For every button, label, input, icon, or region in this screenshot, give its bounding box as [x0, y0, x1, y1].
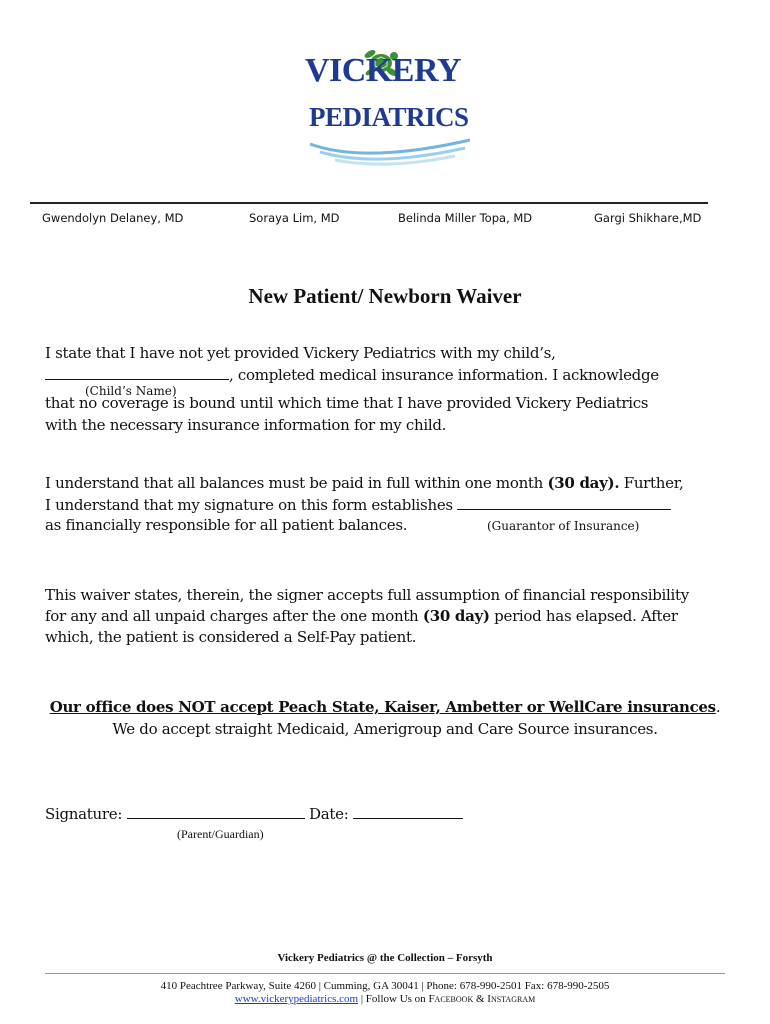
para2-bold: (30 day).: [547, 474, 620, 492]
child-name-field[interactable]: [45, 365, 229, 380]
doctor-3: Belinda Miller Topa, MD: [398, 211, 533, 225]
para2-line2-text: I understand that my signature on this form establishes: [45, 496, 453, 514]
amp-text: &: [473, 993, 488, 1005]
notice-end: .: [715, 698, 721, 716]
para2-text-a: I understand that all balances must be paid in full within one month: [45, 474, 548, 492]
page-title: New Patient/ Newborn Waiver: [248, 284, 522, 308]
footer-web: [0, 993, 770, 1005]
guarantor-label: (Guarantor of Insurance): [487, 519, 640, 533]
para2-line1: [45, 474, 683, 492]
header-rule: [30, 202, 708, 204]
logo-line2: PEDIATRICS: [309, 102, 469, 132]
para2-line2: [45, 495, 671, 514]
follow-text: | Follow Us on: [358, 993, 429, 1005]
logo-line1: VICKERY: [305, 52, 461, 89]
date-label: Date:: [309, 805, 349, 823]
para3-line2: [45, 607, 678, 625]
parent-guardian-label: (Parent/Guardian): [177, 827, 264, 841]
para3-bold: (30 day): [422, 607, 490, 625]
signature-label: Signature:: [45, 805, 123, 823]
para3-line3: which, the patient is considered a Self-Pay patient.: [45, 628, 417, 646]
doctor-2: Soraya Lim, MD: [249, 211, 340, 225]
accepted-insurances: We do accept straight Medicaid, Amerigroup and Care Source insurances.: [112, 720, 658, 738]
para3-line1: This waiver states, therein, the signer accepts full assumption of financial responsibility: [45, 586, 689, 604]
footer-name: Vickery Pediatrics @ the Collection – Forsyth: [277, 952, 493, 964]
website-link[interactable]: www.vickerypediatrics.com: [234, 993, 359, 1005]
para1-line4: with the necessary insurance information for my child.: [45, 416, 447, 434]
para2-line3: as financially responsible for all patient balances.: [45, 516, 408, 534]
waves-icon: [305, 134, 475, 168]
signature-field[interactable]: [127, 804, 305, 819]
para1-line1: I state that I have not yet provided Vickery Pediatrics with my child’s,: [45, 344, 556, 362]
doctor-1: Gwendolyn Delaney, MD: [42, 211, 184, 225]
footer-rule: [45, 973, 725, 974]
para1-line2-text: , completed medical insurance information. I acknowledge: [229, 366, 659, 384]
para3-text-c: period has elapsed. After: [489, 607, 678, 625]
logo: [295, 42, 480, 172]
para2-text-c: Further,: [619, 474, 684, 492]
signature-row: [45, 804, 463, 823]
guarantor-field[interactable]: [457, 495, 671, 510]
facebook-link[interactable]: Facebook: [428, 993, 474, 1005]
date-field[interactable]: [353, 804, 463, 819]
child-name-label: (Child’s Name): [85, 384, 177, 398]
para3-text-a: for any and all unpaid charges after the one month: [45, 607, 423, 625]
para1-line2: [45, 365, 659, 384]
para1-line3: that no coverage is bound until which time that I have provided Vickery Pediatrics: [45, 394, 649, 412]
insurance-notice: [0, 698, 770, 716]
notice-bold: Our office does NOT accept Peach State, Kaiser, Ambetter or WellCare insurances: [49, 698, 716, 716]
instagram-link[interactable]: Instagram: [487, 993, 536, 1005]
footer-address: 410 Peachtree Parkway, Suite 4260 | Cumming, GA 30041 | Phone: 678-990-2501 Fax: 678-990-2505: [160, 980, 610, 992]
doctor-4: Gargi Shikhare,MD: [594, 211, 702, 225]
